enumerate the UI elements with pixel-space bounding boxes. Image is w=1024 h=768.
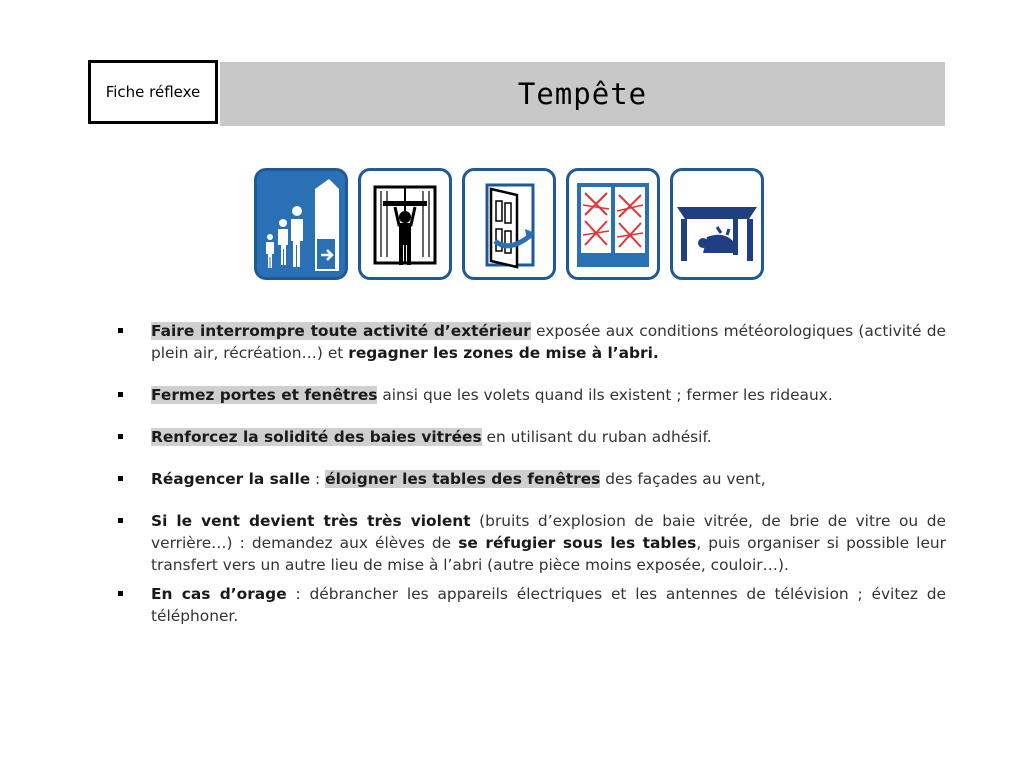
instruction-text: : débrancher les appareils électriques et les antennes de télévision ; évitez de téléphoner. bbox=[151, 585, 947, 625]
page-title bbox=[220, 62, 945, 126]
instruction-text: (bruits d’explosion de baie vitrée, de brie de vitre ou de verrière…) : demandez aux élèves de bbox=[151, 512, 947, 552]
tape-windows-icon bbox=[566, 168, 660, 280]
instruction-item-windows bbox=[118, 426, 946, 448]
instruction-item-storm bbox=[118, 583, 946, 627]
bold-text: se réfugier sous les tables bbox=[458, 534, 697, 552]
highlighted-text: Faire interrompre toute activité d’extérieur bbox=[151, 322, 531, 340]
bold-text: Si le vent devient très très violent bbox=[151, 512, 471, 530]
instruction-item-outdoor bbox=[118, 320, 946, 364]
bold-text: En cas d’orage bbox=[151, 585, 287, 603]
bold-text: regagner les zones de mise à l’abri. bbox=[348, 344, 659, 362]
highlighted-text: éloigner les tables des fenêtres bbox=[325, 470, 601, 488]
instruction-item-room bbox=[118, 468, 946, 490]
instruction-item-doors bbox=[118, 384, 946, 406]
under-table-icon bbox=[670, 168, 764, 280]
instruction-text: exposée aux conditions météorologiques (activité de plein air, récréation…) et bbox=[151, 322, 946, 362]
instruction-item-violent-wind bbox=[118, 510, 946, 576]
instruction-text: ainsi que les volets quand ils existent ; fermer les rideaux. bbox=[377, 386, 833, 404]
highlighted-text: Renforcez la solidité des baies vitrées bbox=[151, 428, 482, 446]
bold-text: Réagencer la salle bbox=[151, 470, 311, 488]
close-door-icon bbox=[462, 168, 556, 280]
header-label bbox=[88, 60, 218, 124]
page-title-text: Tempête bbox=[517, 77, 648, 111]
evacuate-shelter-icon bbox=[254, 168, 348, 280]
header-label-text: Fiche réflexe bbox=[105, 83, 201, 101]
highlighted-text: Fermez portes et fenêtres bbox=[151, 386, 378, 404]
instruction-text: : bbox=[310, 470, 326, 488]
close-window-icon bbox=[358, 168, 452, 280]
instruction-text: , puis organiser si possible leur transfert vers un autre lieu de mise à l’abri (autre pièce moins exposée, couloir…). bbox=[151, 534, 946, 574]
instruction-text: des façades au vent, bbox=[600, 470, 766, 488]
instruction-text: en utilisant du ruban adhésif. bbox=[481, 428, 712, 446]
pictogram-row bbox=[254, 168, 764, 280]
instructions-list bbox=[118, 320, 946, 627]
